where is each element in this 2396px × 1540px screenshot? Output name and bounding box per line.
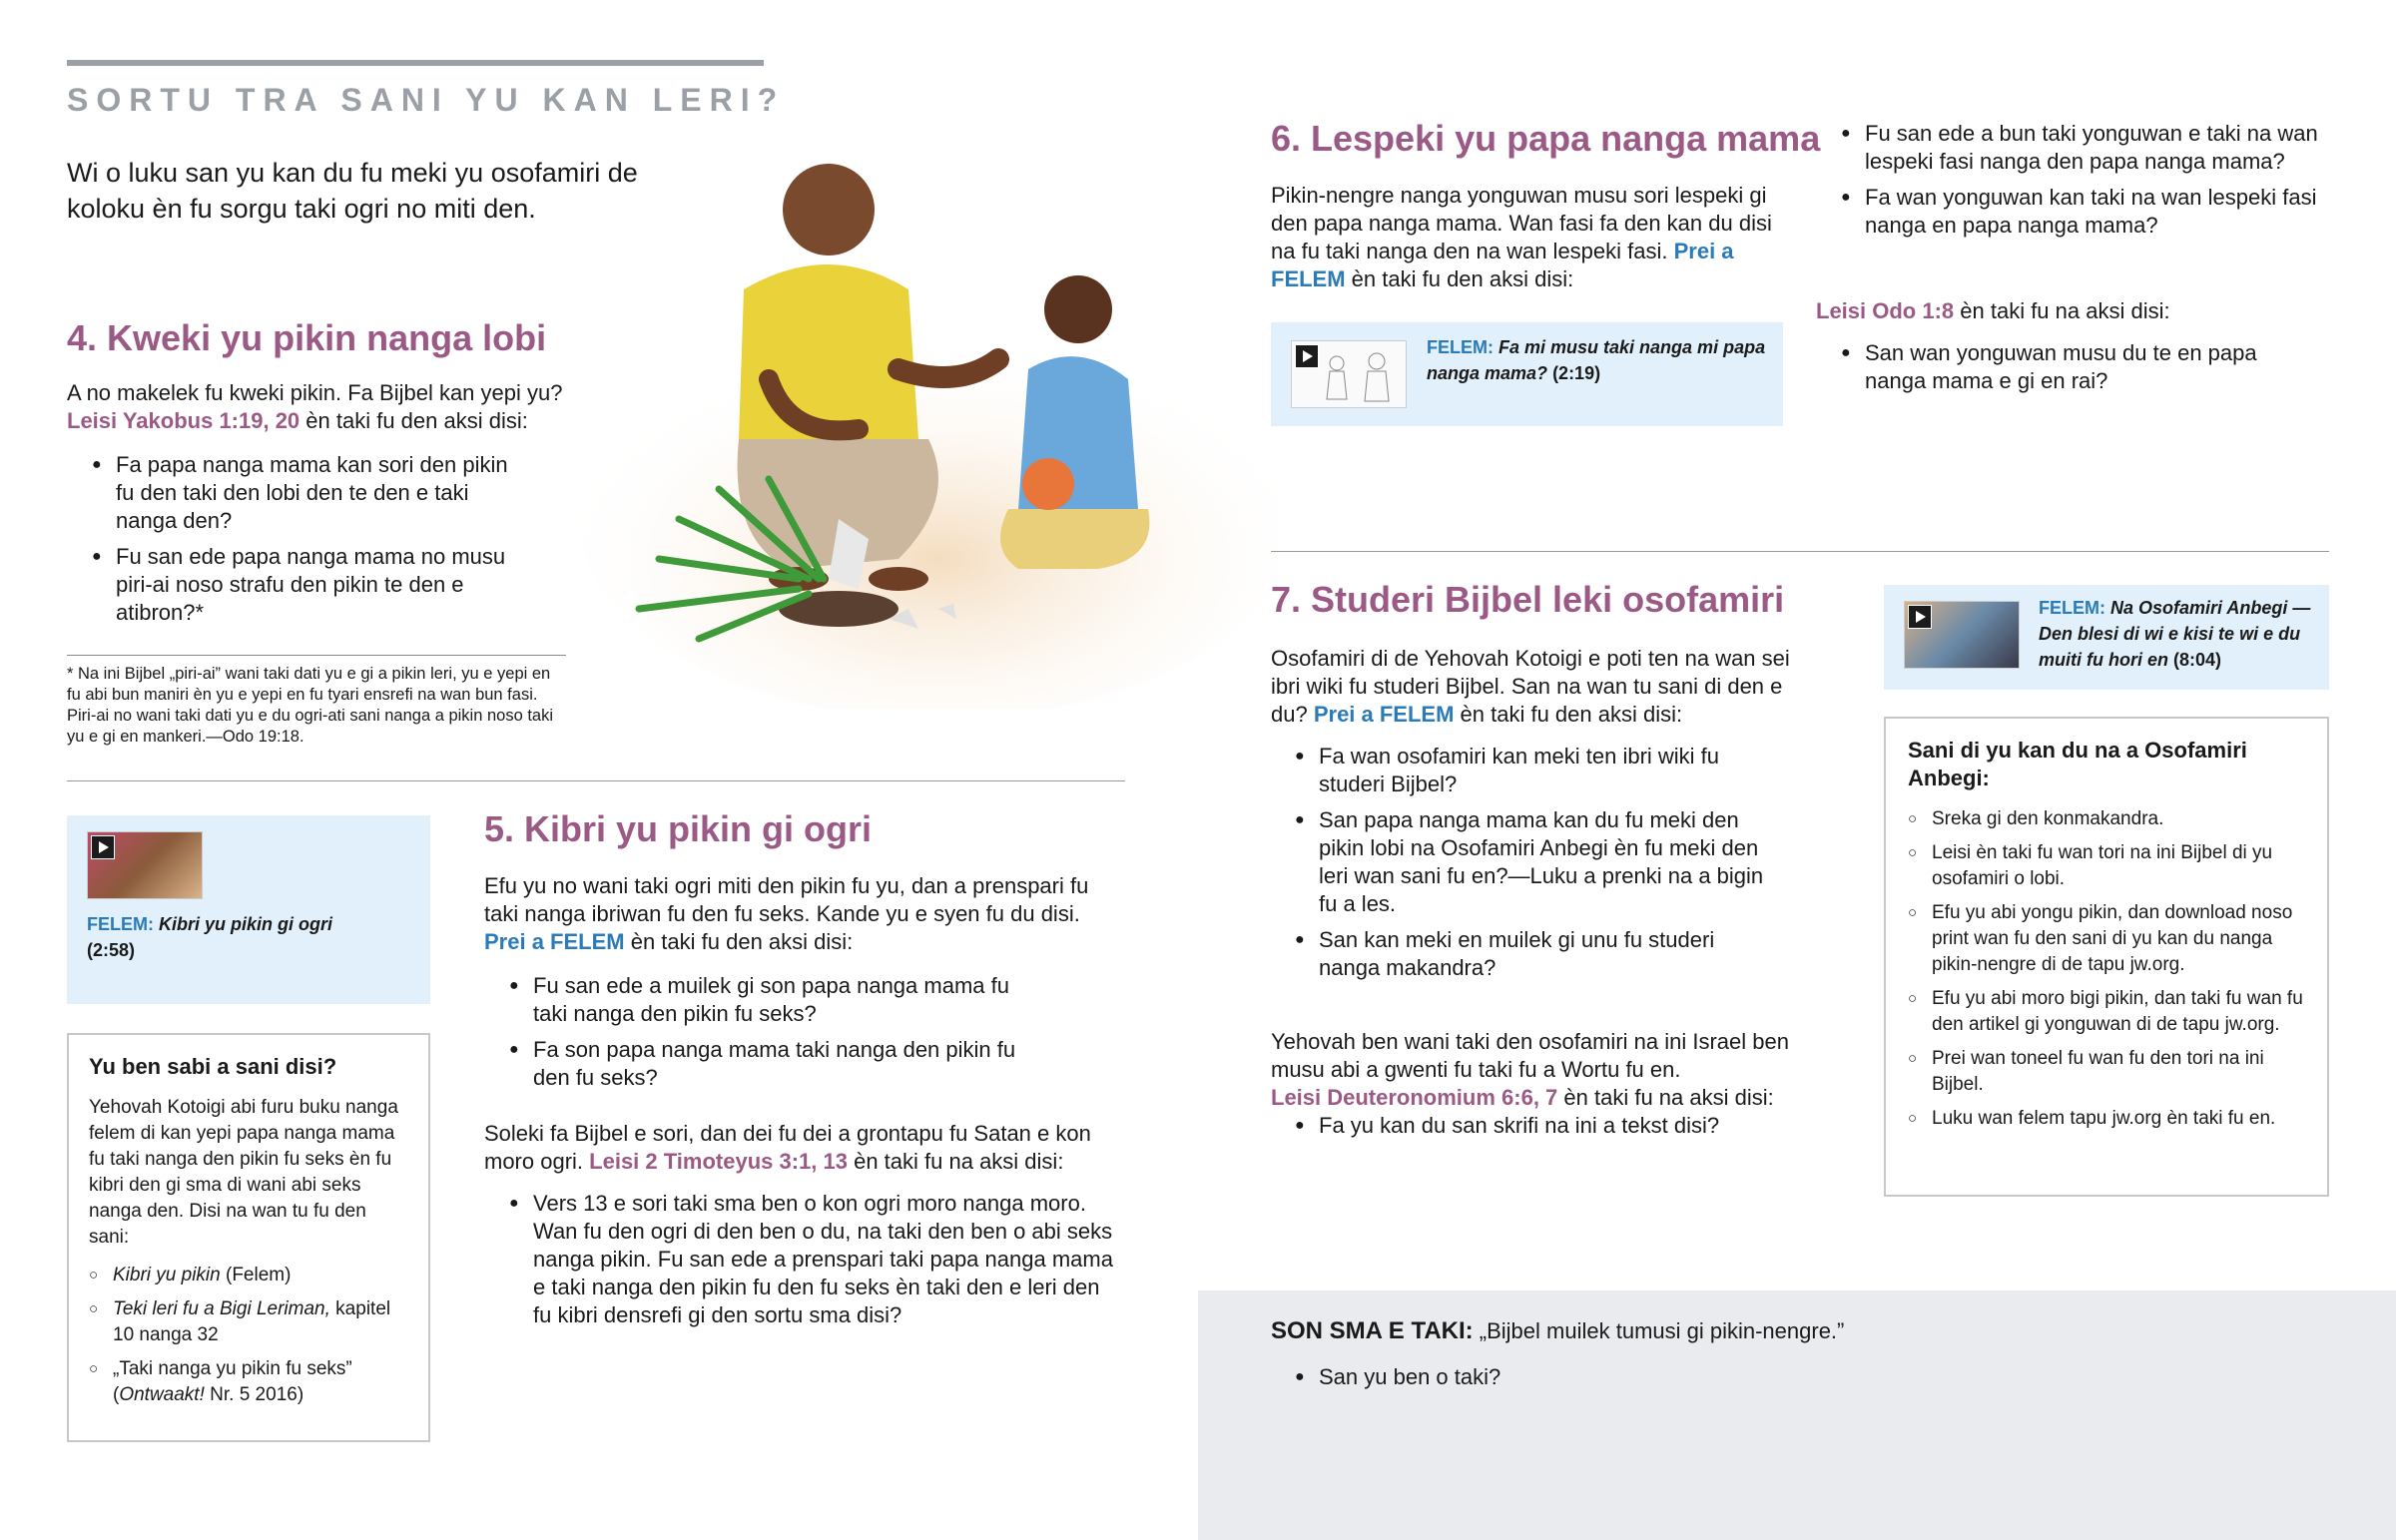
video-label: FELEM: (1427, 337, 1494, 357)
link-tail: èn taki fu den aksi disi: (624, 929, 854, 954)
play-icon[interactable] (1908, 605, 1932, 629)
list-item: ○ „Taki nanga yu pikin fu seks” (Ontwaakt! Nr. 5 2016) (89, 1356, 408, 1408)
did-you-know-box (67, 1033, 430, 1442)
section-7-title: 7. Studeri Bijbel leki osofamiri (1271, 579, 1785, 620)
video-thumbnail[interactable] (1904, 601, 2020, 669)
section-6-paragraph: Pikin-nengre nanga yonguwan musu sori lespeki gi den papa nanga mama. Wan fasi fa den kan du disi na fu taki nanga den na wan lespeki fasi. (1271, 183, 1772, 263)
section-7-paragraph-2: Yehovah ben wani taki den osofamiri na ini Israel ben musu abi a gwenti fu taki fu a Wortu fu en. (1271, 1029, 1789, 1082)
link-tail: èn taki fu den aksi disi: (1345, 266, 1574, 291)
list-item: ○ Teki leri fu a Bigi Leriman, kapitel 10 nanga 32 (89, 1296, 408, 1348)
section-6-questions (1841, 120, 2320, 248)
list-item: ● San wan yonguwan musu du te en papa nanga mama e gi en rai? (1841, 339, 2320, 395)
section-7-body-2 (1271, 1028, 1810, 1112)
video-thumbnail[interactable] (87, 831, 203, 899)
summary-label: SON SMA E TAKI: (1271, 1317, 1474, 1344)
reference-tail: èn taki fu den aksi disi: (300, 408, 528, 433)
box-heading: Sani di yu kan du na a Osofamiri Anbegi: (1908, 738, 2247, 790)
play-video-link[interactable]: Prei a FELEM (484, 929, 625, 954)
list-item: ○ Efu yu abi yongu pikin, dan download noso print wan fu den sani di yu kan du nanga pikin-nengre di de tapu jw.org. (1908, 900, 2305, 978)
list-item: ○ Leisi èn taki fu wan tori na ini Bijbel di yu osofamiri o lobi. (1908, 840, 2305, 892)
section-7-questions-2 (1295, 1112, 1774, 1148)
list-item: ○ Sreka gi den konmakandra. (1908, 806, 2305, 832)
list-item: ● San papa nanga mama kan du fu meki den pikin lobi na Osofamiri Anbegi èn fu meki den leri wan sani fu en?—Luku a prenki na a bigin fu a les. (1295, 806, 1774, 918)
section-6-reference (1816, 297, 2315, 325)
section-4-body (67, 379, 586, 435)
video-label: FELEM: (2039, 598, 2105, 618)
list-item: ● Fa son papa nanga mama taki nanga den pikin fu den fu seks? (509, 1036, 1028, 1092)
box-text: Yehovah Kotoigi abi furu buku nanga felem di kan yepi papa nanga mama fu taki nanga den pikin fu seks èn fu kibri den gi sma di wani abi seks nanga den. Disi na wan tu fu den sani: (89, 1097, 398, 1248)
section-5-title: 5. Kibri yu pikin gi ogri (484, 808, 873, 849)
section-4-questions (92, 451, 531, 635)
section-6-title: 6. Lespeki yu papa nanga mama (1271, 118, 1821, 159)
play-icon[interactable] (1295, 344, 1319, 368)
video-card-osofamiri[interactable] (1884, 585, 2329, 690)
box-heading: Yu ben sabi a sani disi? (89, 1054, 337, 1079)
scripture-reference[interactable]: Leisi Deuteronomium 6:6, 7 (1271, 1085, 1558, 1110)
video-caption (87, 911, 406, 963)
list-item: ● Fu san ede papa nanga mama no musu piri-ai noso strafu den pikin te den e atibron?* (92, 543, 531, 627)
family-worship-ideas-box (1884, 717, 2329, 1197)
intro-text: Wi o luku san yu kan du fu meki yu osofamiri de koloku èn fu sorgu taki ogri no miti den. (67, 158, 638, 224)
play-video-link[interactable]: Prei a FELEM (1271, 239, 1734, 291)
list-item: ● San yu ben o taki? (1295, 1363, 1894, 1391)
summary-statement (1271, 1317, 2269, 1345)
list-item: ● Fa papa nanga mama kan sori den pikin fu den taki den lobi den te den e taki nanga den? (92, 451, 531, 535)
list-item: ● Fa wan yonguwan kan taki na wan lespeki fasi nanga en papa nanga mama? (1841, 184, 2320, 240)
list-item: ● Fu san ede a bun taki yonguwan e taki na wan lespeki fasi nanga den papa nanga mama? (1841, 120, 2320, 176)
link-tail: èn taki fu den aksi disi: (1454, 702, 1683, 727)
section-6-questions-2 (1841, 339, 2320, 403)
section-5-body-2 (484, 1120, 1123, 1176)
divider (1271, 551, 2329, 552)
video-caption (1427, 334, 1766, 386)
reference-tail: èn taki fu na aksi disi: (1557, 1085, 1774, 1110)
section-6-body (1271, 182, 1785, 293)
section-4-title: 4. Kweki yu pikin nanga lobi (67, 317, 547, 358)
scripture-reference[interactable]: Leisi Odo 1:8 (1816, 298, 1955, 323)
play-icon[interactable] (91, 835, 115, 859)
video-title[interactable]: Kibri yu pikin gi ogri (159, 914, 333, 934)
video-title[interactable]: Na Osofamiri Anbegi —Den blesi di wi e kisi te wi e du muiti fu hori en (2039, 598, 2311, 670)
list-item: ● San kan meki en muilek gi unu fu studeri nanga makandra? (1295, 926, 1774, 982)
summary-questions (1295, 1363, 1894, 1399)
ideas-list (1908, 806, 2305, 1132)
list-item: ○ Efu yu abi moro bigi pikin, dan taki fu wan fu den artikel gi yonguwan di de tapu jw.org. (1908, 986, 2305, 1038)
scripture-reference[interactable]: Leisi 2 Timoteyus 3:1, 13 (589, 1149, 848, 1174)
video-duration: (2:19) (1552, 363, 1601, 383)
list-item: ○ Prei wan toneel fu wan fu den tori na ini Bijbel. (1908, 1046, 2305, 1098)
scripture-reference[interactable]: Leisi Yakobus 1:19, 20 (67, 408, 300, 433)
video-card-kibri[interactable] (67, 815, 430, 1004)
summary-quote: „Bijbel muilek tumusi gi pikin-nengre.” (1473, 1318, 1845, 1343)
list-item: ● Vers 13 e sori taki sma ben o kon ogri moro nanga moro. Wan fu den ogri di den ben o du, na taki den ben o abi seks nanga pikin. Fu san ede a prenspari taki papa nanga mama e taki nanga den pikin fu den fu seks èn taki den e leri den fu kibri densrefi gi den sortu sma disi? (509, 1190, 1123, 1329)
section-5-paragraph-2: Soleki fa Bijbel e sori, dan dei fu dei a grontapu fu Satan e kon moro ogri. (484, 1121, 1091, 1174)
reference-tail: èn taki fu na aksi disi: (1954, 298, 2170, 323)
video-duration: (2:58) (87, 940, 136, 960)
video-label: FELEM: (87, 914, 154, 934)
list-item: ○ Luku wan felem tapu jw.org èn taki fu en. (1908, 1106, 2305, 1132)
list-item: ● Fu san ede a muilek gi son papa nanga mama fu taki nanga den pikin fu seks? (509, 972, 1028, 1028)
resource-list (89, 1263, 408, 1408)
list-item: ● Fa wan osofamiri kan meki ten ibri wiki fu studeri Bijbel? (1295, 743, 1774, 798)
section-5-paragraph: Efu yu no wani taki ogri miti den pikin fu yu, dan a prenspari fu taki nanga ibriwan fu den fu seks. Kande yu e syen fu du disi. (484, 873, 1089, 926)
list-item: ● Fa yu kan du san skrifi na ini a tekst disi? (1295, 1112, 1774, 1140)
section-5-body (484, 872, 1123, 956)
section-7-paragraph: Osofamiri di de Yehovah Kotoigi e poti ten na wan sei ibri wiki fu studeri Bijbel. San na wan tu sani di den e du? (1271, 646, 1790, 727)
father-son-illustration (539, 140, 1278, 709)
section-5-questions-2 (509, 1190, 1123, 1337)
video-card-lespeki[interactable] (1271, 322, 1783, 426)
play-video-link[interactable]: Prei a FELEM (1313, 702, 1455, 727)
video-title[interactable]: Fa mi musu taki nanga mi papa nanga mama? (1427, 337, 1766, 383)
section-kicker: SORTU TRA SANI YU KAN LERI? (67, 82, 786, 118)
section-5-questions (509, 972, 1028, 1100)
list-item: ○ Kibri yu pikin (Felem) (89, 1263, 408, 1288)
divider (67, 780, 1125, 781)
reference-tail: èn taki fu na aksi disi: (847, 1149, 1064, 1174)
video-duration: (8:04) (2173, 650, 2222, 670)
section-7-questions (1295, 743, 1774, 990)
video-caption (2039, 595, 2318, 673)
footnote: * Na ini Bijbel „piri-ai” wani taki dati yu e gi a pikin leri, yu e yepi en fu abi bun maniri èn yu e yepi en fu tyari ensrefi na wan bun fasi. Piri-ai no wani taki dati yu e du ogri-ati sani nanga a pikin noso taki yu e gi en mankeri.—Odo 19:18. (67, 655, 566, 748)
section-4-paragraph: A no makelek fu kweki pikin. Fa Bijbel kan yepi yu? (67, 380, 563, 405)
header-rule (67, 60, 764, 66)
video-thumbnail[interactable] (1291, 340, 1407, 408)
section-7-body (1271, 645, 1790, 729)
